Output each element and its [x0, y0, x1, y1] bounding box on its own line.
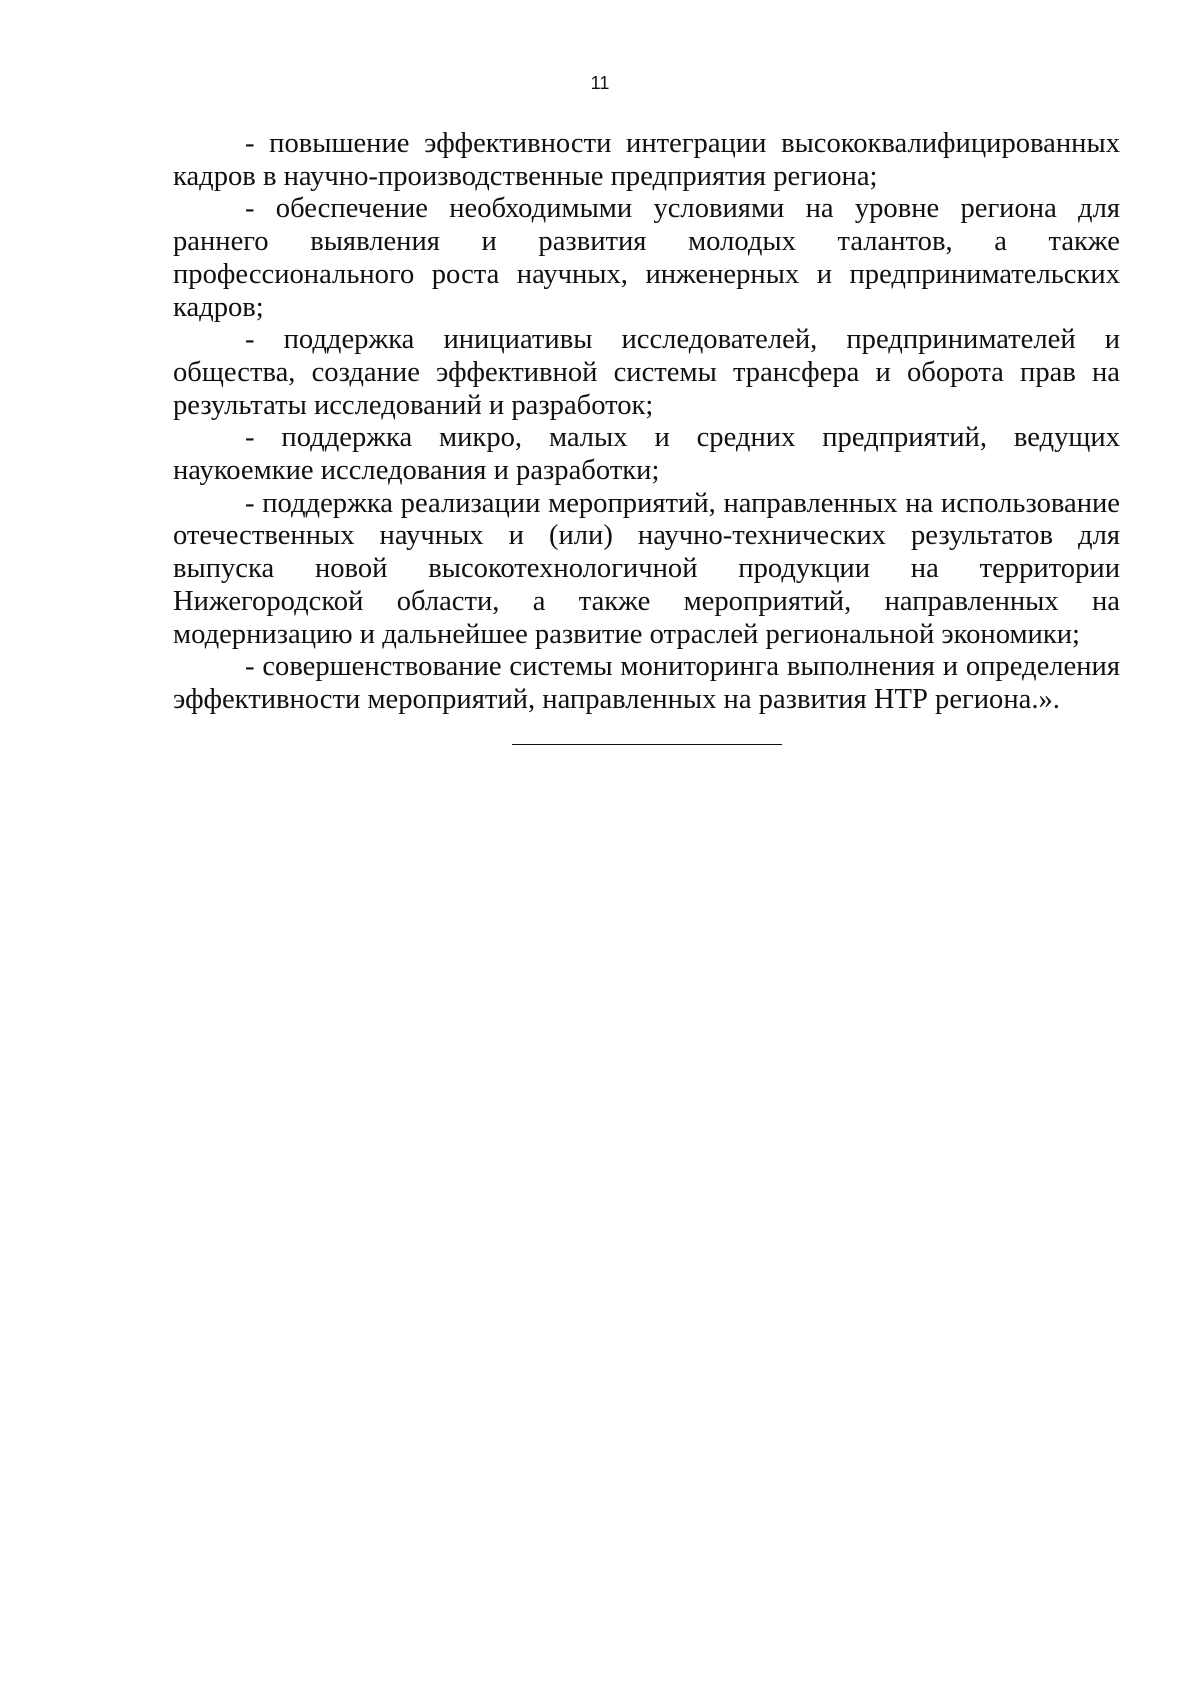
list-item: - совершенствование системы мониторинга выполнения и определения эффективности мероприятий, направленных на развития НТР региона.».	[173, 651, 1120, 715]
list-item: - повышение эффективности интеграции высококвалифицированных кадров в научно-производственные предприятия региона;	[173, 128, 1120, 192]
list-item: - поддержка реализации мероприятий, направленных на использование отечественных научных и (или) научно-технических результатов для выпуска новой высокотехнологичной продукции на территории Нижегородской области, а также мероприятий, направленных на модернизацию и дальнейшее развитие отраслей региональной экономики;	[173, 487, 1120, 650]
list-item: - поддержка инициативы исследователей, предпринимателей и общества, создание эффективной системы трансфера и оборота прав на результаты исследований и разработок;	[173, 324, 1120, 421]
end-separator-line	[512, 744, 782, 745]
list-item: - обеспечение необходимыми условиями на уровне региона для раннего выявления и развития молодых талантов, а также профессионального роста научных, инженерных и предпринимательских кадров;	[173, 193, 1120, 323]
page-number: 11	[590, 73, 610, 93]
document-body	[173, 128, 1120, 717]
list-item: - поддержка микро, малых и средних предприятий, ведущих наукоемкие исследования и разработки;	[173, 422, 1120, 487]
